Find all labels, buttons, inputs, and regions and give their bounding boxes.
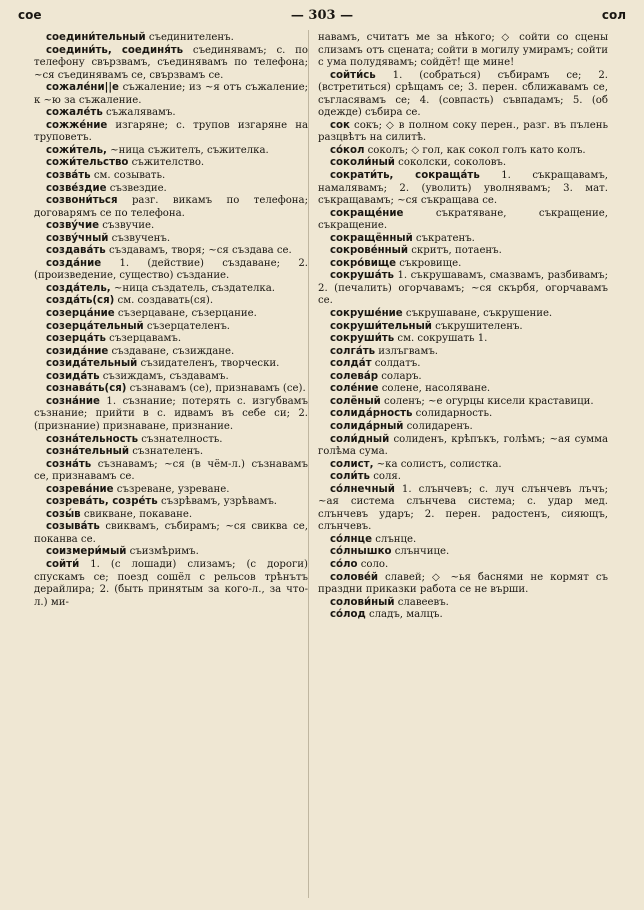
entry-translation: съзерцаване, съзерцание.	[114, 308, 257, 320]
dictionary-entry	[34, 496, 308, 509]
dictionary-entry	[34, 145, 308, 158]
entry-translation: 1. съзнание; потерять с. изгубвамъ съзнание; прийти в с. идвамъ въ себе си; 2. (признание) признаване, признание.	[34, 395, 308, 432]
entry-headword: сокруша́ть	[330, 270, 394, 282]
entry-translation: слънце.	[372, 533, 417, 545]
entry-translation: съкровище.	[396, 257, 462, 269]
entry-translation: съзнавамъ (се), признавамъ (се).	[126, 383, 306, 395]
dictionary-entry	[34, 333, 308, 346]
dictionary-entry	[318, 258, 608, 271]
entry-translation: 1. (действие) създаване; 2. (произведение, существо) създание.	[34, 257, 308, 282]
entry-translation: разг. викамъ по телефона; договарямъ се по телефона.	[34, 195, 308, 219]
entry-headword: солови́ный	[330, 596, 395, 608]
entry-headword: созву́чие	[46, 220, 100, 232]
entry-headword: соли́дный	[330, 433, 390, 445]
page-number: — 303 —	[290, 8, 354, 23]
entry-headword: со́лнце	[330, 533, 372, 545]
entry-headword: созида́тельный	[46, 358, 138, 370]
entry-headword: соли́ть	[330, 471, 370, 483]
entry-headword: созерца́ние	[46, 308, 115, 320]
entry-headword: созва́ть	[46, 170, 91, 182]
dictionary-entry	[318, 270, 608, 308]
dictionary-entry	[34, 321, 308, 334]
dictionary-entry	[34, 358, 308, 371]
entry-headword: созерца́ть	[46, 333, 106, 345]
entry-translation: изгаряне; с. трупов изгаряне на труповетъ.	[34, 119, 308, 144]
entry-headword: созву́чный	[46, 232, 109, 244]
entry-headword: созда́ть(ся)	[46, 295, 115, 307]
entry-translation: съзвучие.	[99, 220, 155, 232]
entry-headword: сожале́ни||е	[46, 82, 119, 94]
dictionary-entry	[318, 459, 608, 472]
entry-headword: солида́рный	[330, 420, 404, 432]
entry-headword: созида́ние	[46, 345, 109, 357]
entry-translation: съжителство.	[128, 157, 205, 169]
dictionary-entry	[34, 509, 308, 522]
entry-headword: созна́ние	[46, 395, 100, 407]
entry-translation: см. создавать(ся).	[114, 295, 214, 307]
dictionary-entry	[318, 170, 608, 208]
dictionary-entry	[318, 308, 608, 321]
entry-headword: сожи́тельство	[46, 157, 129, 169]
dictionary-entry	[34, 183, 308, 196]
entry-translation: съжалявамъ.	[102, 107, 176, 119]
entry-headword: созерца́тельный	[46, 320, 144, 332]
entry-headword: со́ло	[330, 558, 358, 570]
entry-translation: см. созывать.	[90, 170, 166, 182]
dictionary-entry	[318, 120, 608, 145]
dictionary-entry	[318, 609, 608, 622]
entry-translation: излъгвамъ.	[375, 345, 438, 357]
dictionary-entry	[34, 371, 308, 384]
entry-headword: сокращённый	[330, 232, 413, 244]
entry-headword: со́лнышко	[330, 546, 392, 558]
header-left-guide: сое	[18, 8, 42, 22]
dictionary-entry	[34, 434, 308, 447]
entry-headword: со́лод	[330, 609, 366, 621]
entry-translation: ~ница съжителъ, съжителка.	[106, 144, 269, 156]
entry-headword: созда́ние	[46, 257, 102, 269]
entry-headword: соколи́ный	[330, 157, 395, 169]
entry-headword: солда́т	[330, 358, 372, 370]
entry-translation: съкратенъ.	[412, 232, 475, 244]
dictionary-entry	[318, 32, 608, 70]
entry-headword: сок	[330, 119, 350, 131]
entry-translation: съкрушителенъ.	[431, 320, 523, 332]
column-divider	[308, 30, 309, 898]
entry-translation: съзреване, узреване.	[113, 483, 230, 495]
dictionary-entry	[318, 245, 608, 258]
dictionary-entry	[34, 157, 308, 170]
entry-translation: съкрушаване, съкрушение.	[402, 308, 553, 320]
entry-headword: соизмери́мый	[46, 546, 127, 558]
dictionary-entry	[318, 572, 608, 597]
entry-translation: съзерцавамъ.	[105, 333, 182, 345]
entry-translation: съзвученъ.	[108, 232, 171, 244]
dictionary-entry	[318, 145, 608, 158]
dictionary-entry	[34, 446, 308, 459]
entry-translation: ~ка солистъ, солистка.	[373, 458, 502, 470]
entry-headword: сознава́ть(ся)	[46, 383, 127, 395]
dictionary-entry	[318, 346, 608, 359]
entry-translation: соля.	[369, 471, 402, 483]
entry-headword: созрева́ть, созре́ть	[46, 496, 158, 508]
dictionary-entry	[34, 233, 308, 246]
entry-headword: созвони́ться	[46, 195, 118, 207]
entry-translation: соколъ; ◇ гол, как сокол голъ като колъ.	[364, 144, 586, 156]
dictionary-entry	[318, 70, 608, 120]
entry-translation: солиденъ, крѣпъкъ, голѣмъ; ~ая сумма голѣма сума.	[318, 433, 608, 458]
entry-headword: сокраще́ние	[330, 207, 404, 219]
entry-translation: солене, насоляване.	[378, 383, 491, 395]
entry-headword: солга́ть	[330, 345, 376, 357]
dictionary-entry	[318, 484, 608, 534]
dictionary-entry	[34, 396, 308, 434]
dictionary-entry	[34, 346, 308, 359]
entry-translation: съзнателенъ.	[128, 446, 204, 458]
entry-translation: см. сокрушать 1.	[394, 333, 488, 345]
dictionary-entry	[318, 358, 608, 371]
entry-translation: сладъ, малцъ.	[365, 609, 443, 621]
dictionary-entry	[318, 233, 608, 246]
entry-translation: соларъ.	[378, 370, 422, 382]
entry-translation: свикване, покаване.	[80, 508, 193, 520]
entry-translation: създаване, съзиждане.	[108, 345, 235, 357]
entry-headword: соедини́тельный	[46, 32, 146, 43]
dictionary-entry	[34, 383, 308, 396]
entry-translation: солдатъ.	[371, 358, 421, 370]
right-column	[318, 32, 608, 622]
entry-translation: скритъ, потаенъ.	[408, 245, 502, 257]
entry-headword: со́лнечный	[330, 483, 395, 495]
entry-headword: сокро́вище	[330, 257, 396, 269]
entry-headword: сожале́ть	[46, 107, 103, 119]
page-header	[18, 8, 626, 26]
entry-translation: съизмѣримъ.	[126, 546, 199, 558]
dictionary-entry	[318, 559, 608, 572]
dictionary-entry	[34, 459, 308, 484]
dictionary-entry	[34, 484, 308, 497]
entry-headword: сойти́сь	[330, 69, 376, 81]
entry-translation: соленъ; ~е огурцы кисели краставици.	[380, 395, 594, 407]
entry-headword: созве́здие	[46, 182, 107, 194]
dictionary-entry	[318, 157, 608, 170]
entry-translation: соколски, соколовъ.	[394, 157, 507, 169]
dictionary-entry	[318, 371, 608, 384]
entry-headword: созыва́ть	[46, 521, 100, 533]
entry-translation: 1. (с лошади) слизамъ; (с дороги) спускамъ се; поезд сошёл с рельсов трѣнътъ дерайлира; 2. (быть принятым за кого-л., за что-л.) ми-	[34, 558, 308, 608]
entry-translation: солидарность.	[412, 408, 493, 420]
dictionary-entry	[34, 559, 308, 609]
dictionary-entry	[318, 396, 608, 409]
dictionary-entry	[34, 170, 308, 183]
entry-headword: созна́тельный	[46, 446, 129, 458]
entry-translation: съзидателенъ, творчески.	[137, 358, 280, 370]
entry-translation: свиквамъ, събирамъ; ~ся свиква се, поканва се.	[34, 521, 308, 545]
entry-translation: съкратяване, съкращение, съкращение.	[318, 207, 608, 232]
entry-translation: съжаление; из ~я отъ съжаление; к ~ю за съжаление.	[34, 82, 308, 106]
left-column	[34, 32, 308, 609]
entry-translation: навамъ, считатъ ме за нѣкого; ◇ сойти со сцены слизамъ отъ сцената; сойти в могилу умирамъ; сойти с ума полудявамъ; сойдёт! ще мине!	[318, 32, 608, 69]
dictionary-entry	[318, 208, 608, 233]
entry-headword: созна́ть	[46, 458, 92, 470]
entry-headword: сокруши́тельный	[330, 320, 432, 332]
dictionary-entry	[34, 295, 308, 308]
entry-translation: съзнателность.	[138, 433, 223, 445]
dictionary-entry	[318, 534, 608, 547]
header-right-guide: сол	[601, 8, 626, 22]
entry-headword: со́кол	[330, 144, 365, 156]
entry-headword: солове́й	[330, 571, 378, 583]
entry-headword: созы́в	[46, 508, 81, 520]
entry-headword: созида́ть	[46, 370, 100, 382]
entry-translation: славеевъ.	[394, 596, 449, 608]
entry-translation: съединявамъ; с. по телефону свързвамъ, съединявамъ по телефона; ~ся съединявамъ се, свързвамъ се.	[34, 44, 309, 81]
dictionary-entry	[318, 383, 608, 396]
dictionary-entry	[318, 321, 608, 334]
entry-headword: сойти́	[46, 558, 80, 570]
dictionary-entry	[34, 220, 308, 233]
dictionary-entry	[34, 258, 308, 283]
dictionary-entry	[34, 283, 308, 296]
entry-headword: сожи́тель,	[46, 144, 107, 156]
dictionary-entry	[34, 32, 308, 45]
dictionary-entry	[318, 471, 608, 484]
entry-translation: 1. (собраться) събирамъ се; 2. (встретиться) срѣщамъ се; 3. перен. сближавамъ се, съгласявамъ се; 4. (совпасть) съвпадамъ; 5. (об одежде) събира се.	[318, 69, 608, 119]
entry-headword: сожже́ние	[46, 119, 108, 131]
dictionary-entry	[318, 434, 608, 459]
dictionary-entry	[34, 195, 308, 220]
entry-headword: созна́тельность	[46, 433, 139, 445]
entry-translation: съзрѣвамъ, узрѣвамъ.	[157, 496, 278, 508]
dictionary-entry	[34, 245, 308, 258]
entry-headword: сократи́ть, сокраща́ть	[330, 170, 480, 182]
entry-translation: 1. съкращавамъ, намалявамъ; 2. (уволить) уволнявамъ; 3. мат. съкращавамъ; ~ся съкращава се.	[318, 170, 609, 207]
entry-translation: сокъ; ◇ в полном соку перен., разг. въ пълень разцвѣтъ на силитѣ.	[318, 119, 608, 144]
dictionary-entry	[34, 308, 308, 321]
entry-headword: сокруше́ние	[330, 308, 403, 320]
entry-translation: солидаренъ.	[403, 420, 473, 432]
entry-translation: съзерцателенъ.	[143, 320, 231, 332]
entry-headword: солида́рность	[330, 408, 413, 420]
entry-headword: создава́ть	[46, 245, 106, 257]
dictionary-entry	[34, 120, 308, 145]
dictionary-entry	[34, 45, 308, 83]
entry-translation: съзвездие.	[106, 182, 167, 194]
entry-translation: славей; ◇ ~ья баснями не кормят съ праздни приказки работа се не върши.	[318, 571, 608, 596]
dictionary-entry	[318, 546, 608, 559]
dictionary-entry	[34, 82, 308, 107]
entry-headword: созда́тель,	[46, 282, 111, 294]
dictionary-entry	[34, 546, 308, 559]
entry-headword: солёный	[330, 395, 381, 407]
entry-translation: създавамъ, творя; ~ся създава се.	[105, 245, 292, 257]
entry-translation: 1. слънчевъ; с. луч слънчевъ лъчъ; ~ая система слънчева система; с. удар мед. слънчевъ ударъ; 2. перен. радостенъ, сияющъ, слънчевъ.	[318, 483, 608, 533]
dictionary-entry	[318, 408, 608, 421]
entry-headword: соле́ние	[330, 383, 379, 395]
entry-headword: сокруши́ть	[330, 333, 395, 345]
dictionary-entry	[34, 521, 308, 546]
dictionary-entry	[318, 597, 608, 610]
entry-translation: съединителенъ.	[145, 32, 234, 43]
entry-translation: 1. съкрушавамъ, смазвамъ, разбивамъ; 2. (печалить) огорчавамъ; ~ся скърбя, огорчавамъ се.	[318, 270, 608, 307]
dictionary-entry	[318, 333, 608, 346]
entry-translation: слънчице.	[391, 546, 450, 558]
entry-translation: соло.	[357, 558, 389, 570]
entry-headword: соедини́ть, соединя́ть	[46, 44, 184, 56]
entry-translation: съзнавамъ; ~ся (в чём-л.) съзнавамъ се, признавамъ се.	[34, 458, 308, 483]
entry-translation: ~ница създатель, създателка.	[110, 282, 276, 294]
entry-headword: солист,	[330, 458, 374, 470]
entry-headword: солева́р	[330, 370, 379, 382]
entry-headword: созрева́ние	[46, 483, 114, 495]
dictionary-entry	[34, 107, 308, 120]
entry-headword: сокрове́нный	[330, 245, 409, 257]
dictionary-entry	[318, 421, 608, 434]
entry-translation: съзиждамъ, създавамъ.	[99, 370, 229, 382]
